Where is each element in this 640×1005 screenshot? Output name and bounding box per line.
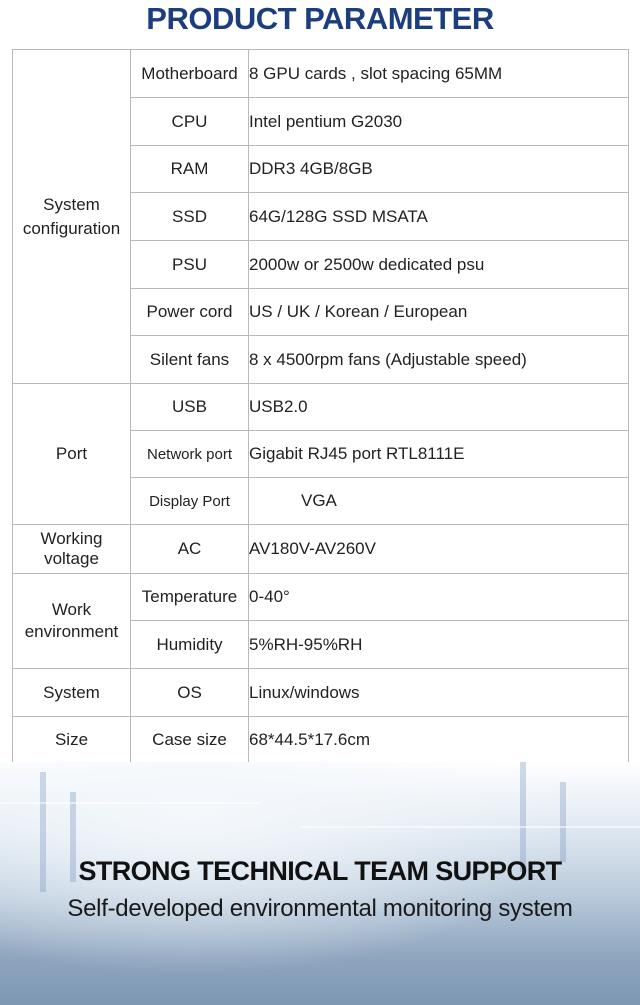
item-label: Power cord — [131, 289, 249, 336]
item-label: PSU — [131, 241, 249, 289]
category-system: System — [13, 669, 131, 717]
item-value: 5%RH-95%RH — [249, 621, 629, 669]
table-row — [13, 717, 629, 764]
decor-stripe — [300, 826, 640, 828]
item-value: US / UK / Korean / European — [249, 289, 629, 336]
item-label: OS — [131, 669, 249, 717]
item-value: Intel pentium G2030 — [249, 98, 629, 146]
item-value: 68*44.5*17.6cm — [249, 717, 629, 764]
item-label: Silent fans — [131, 336, 249, 384]
item-label: AC — [131, 525, 249, 574]
table-row — [13, 669, 629, 717]
item-value: DDR3 4GB/8GB — [249, 146, 629, 193]
item-value: Linux/windows — [249, 669, 629, 717]
item-value: VGA — [249, 478, 629, 525]
table-row — [13, 50, 629, 98]
item-value: 8 x 4500rpm fans (Adjustable speed) — [249, 336, 629, 384]
category-size: Size — [13, 717, 131, 764]
table-row — [13, 384, 629, 431]
item-label: Humidity — [131, 621, 249, 669]
item-value: 2000w or 2500w dedicated psu — [249, 241, 629, 289]
parameter-table — [12, 49, 629, 764]
item-label: Motherboard — [131, 50, 249, 98]
page-title: PRODUCT PARAMETER — [146, 1, 494, 36]
item-label: Case size — [131, 717, 249, 764]
decor-bar — [560, 782, 566, 862]
item-label: CPU — [131, 98, 249, 146]
item-value: 8 GPU cards , slot spacing 65MM — [249, 50, 629, 98]
decor-stripe — [0, 802, 260, 804]
item-value: AV180V-AV260V — [249, 525, 629, 574]
category-system-configuration: System configuration — [13, 50, 131, 384]
table-row — [13, 525, 629, 574]
tech-banner — [0, 762, 640, 1005]
item-label: SSD — [131, 193, 249, 241]
item-value: 64G/128G SSD MSATA — [249, 193, 629, 241]
category-working-voltage: Working voltage — [13, 525, 131, 574]
item-label: Display Port — [131, 478, 249, 525]
item-label: USB — [131, 384, 249, 431]
item-label: RAM — [131, 146, 249, 193]
item-value: 0-40° — [249, 574, 629, 621]
table-row — [13, 574, 629, 621]
item-value: USB2.0 — [249, 384, 629, 431]
item-value: Gigabit RJ45 port RTL8111E — [249, 431, 629, 478]
category-port: Port — [13, 384, 131, 525]
item-label: Temperature — [131, 574, 249, 621]
banner-headline: STRONG TECHNICAL TEAM SUPPORT — [78, 856, 562, 886]
banner-subline: Self-developed environmental monitoring system — [67, 895, 573, 922]
category-work-environment: Work environment — [13, 574, 131, 669]
item-label: Network port — [131, 431, 249, 478]
